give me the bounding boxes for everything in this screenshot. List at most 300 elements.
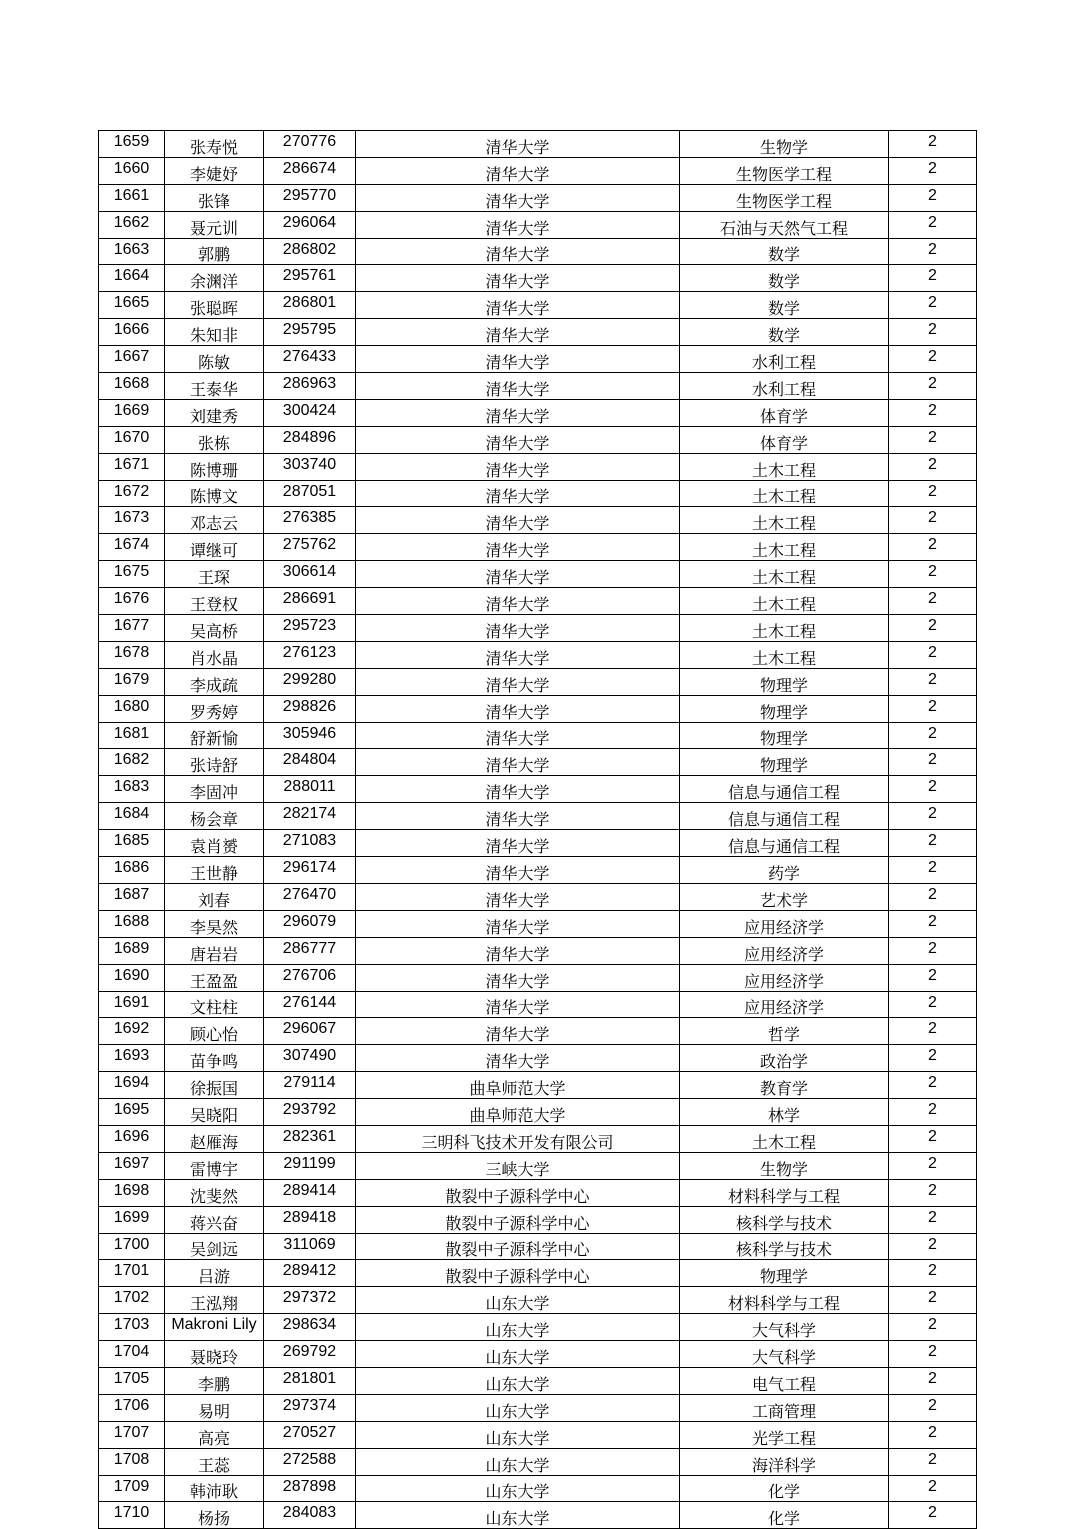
id-number-cell: 305946: [264, 722, 356, 749]
major-cell: 教育学: [680, 1072, 889, 1099]
table-row: [99, 480, 977, 507]
name-cell: 杨会章: [165, 803, 264, 830]
table-row: [99, 238, 977, 265]
batch-cell: 2: [889, 373, 977, 400]
table-row: [99, 857, 977, 884]
id-number-cell: 295723: [264, 615, 356, 642]
name-cell: 郭鹏: [165, 238, 264, 265]
major-cell: 大气科学: [680, 1341, 889, 1368]
institution-cell: 曲阜师范大学: [356, 1072, 680, 1099]
id-number-cell: 276433: [264, 346, 356, 373]
major-cell: 水利工程: [680, 373, 889, 400]
row-number-cell: 1707: [99, 1421, 165, 1448]
name-cell: Makroni Lily: [165, 1314, 264, 1341]
major-cell: 生物医学工程: [680, 184, 889, 211]
row-number-cell: 1693: [99, 1045, 165, 1072]
id-number-cell: 299280: [264, 668, 356, 695]
batch-cell: 2: [889, 453, 977, 480]
id-number-cell: 281801: [264, 1367, 356, 1394]
name-cell: 肖水晶: [165, 641, 264, 668]
row-number-cell: 1665: [99, 292, 165, 319]
major-cell: 物理学: [680, 668, 889, 695]
name-cell: 陈博珊: [165, 453, 264, 480]
name-cell: 王琛: [165, 561, 264, 588]
name-cell: 苗争鸣: [165, 1045, 264, 1072]
table-row: [99, 1018, 977, 1045]
name-cell: 张寿悦: [165, 131, 264, 158]
row-number-cell: 1679: [99, 668, 165, 695]
batch-cell: 2: [889, 1125, 977, 1152]
id-number-cell: 289418: [264, 1206, 356, 1233]
major-cell: 信息与通信工程: [680, 830, 889, 857]
batch-cell: 2: [889, 157, 977, 184]
id-number-cell: 282174: [264, 803, 356, 830]
batch-cell: 2: [889, 561, 977, 588]
id-number-cell: 295795: [264, 319, 356, 346]
major-cell: 物理学: [680, 1260, 889, 1287]
name-cell: 谭继可: [165, 534, 264, 561]
major-cell: 海洋科学: [680, 1448, 889, 1475]
id-number-cell: 296079: [264, 910, 356, 937]
batch-cell: 2: [889, 991, 977, 1018]
institution-cell: 清华大学: [356, 507, 680, 534]
batch-cell: 2: [889, 830, 977, 857]
institution-cell: 清华大学: [356, 857, 680, 884]
major-cell: 信息与通信工程: [680, 776, 889, 803]
table-row: [99, 1045, 977, 1072]
row-number-cell: 1703: [99, 1314, 165, 1341]
table-row: [99, 1314, 977, 1341]
id-number-cell: 282361: [264, 1125, 356, 1152]
table-row: [99, 373, 977, 400]
batch-cell: 2: [889, 964, 977, 991]
name-cell: 张诗舒: [165, 749, 264, 776]
id-number-cell: 276706: [264, 964, 356, 991]
table-row: [99, 1475, 977, 1502]
table-row: [99, 426, 977, 453]
institution-cell: 清华大学: [356, 426, 680, 453]
row-number-cell: 1673: [99, 507, 165, 534]
table-row: [99, 964, 977, 991]
table-row: [99, 157, 977, 184]
id-number-cell: 284896: [264, 426, 356, 453]
name-cell: 聂元训: [165, 211, 264, 238]
table-row: [99, 910, 977, 937]
name-cell: 王泓翔: [165, 1287, 264, 1314]
table-row: [99, 319, 977, 346]
table-row: [99, 803, 977, 830]
major-cell: 材料科学与工程: [680, 1287, 889, 1314]
major-cell: 土木工程: [680, 588, 889, 615]
institution-cell: 清华大学: [356, 883, 680, 910]
name-cell: 张聪晖: [165, 292, 264, 319]
major-cell: 应用经济学: [680, 991, 889, 1018]
institution-cell: 清华大学: [356, 561, 680, 588]
row-number-cell: 1680: [99, 695, 165, 722]
row-number-cell: 1690: [99, 964, 165, 991]
id-number-cell: 297372: [264, 1287, 356, 1314]
major-cell: 工商管理: [680, 1394, 889, 1421]
row-number-cell: 1686: [99, 857, 165, 884]
institution-cell: 清华大学: [356, 1045, 680, 1072]
table-row: [99, 1394, 977, 1421]
name-cell: 赵雁海: [165, 1125, 264, 1152]
table-row: [99, 615, 977, 642]
table-row: [99, 937, 977, 964]
row-number-cell: 1685: [99, 830, 165, 857]
major-cell: 数学: [680, 238, 889, 265]
row-number-cell: 1681: [99, 722, 165, 749]
batch-cell: 2: [889, 507, 977, 534]
id-number-cell: 270776: [264, 131, 356, 158]
institution-cell: 清华大学: [356, 749, 680, 776]
table-row: [99, 399, 977, 426]
table-row: [99, 1206, 977, 1233]
id-number-cell: 289414: [264, 1179, 356, 1206]
major-cell: 电气工程: [680, 1367, 889, 1394]
name-cell: 张栋: [165, 426, 264, 453]
major-cell: 材料科学与工程: [680, 1179, 889, 1206]
batch-cell: 2: [889, 937, 977, 964]
name-cell: 杨扬: [165, 1502, 264, 1529]
row-number-cell: 1709: [99, 1475, 165, 1502]
table-row: [99, 722, 977, 749]
id-number-cell: 306614: [264, 561, 356, 588]
table-row: [99, 1502, 977, 1529]
institution-cell: 散裂中子源科学中心: [356, 1206, 680, 1233]
name-cell: 高亮: [165, 1421, 264, 1448]
row-number-cell: 1675: [99, 561, 165, 588]
name-cell: 吴高桥: [165, 615, 264, 642]
institution-cell: 清华大学: [356, 910, 680, 937]
row-number-cell: 1661: [99, 184, 165, 211]
major-cell: 生物学: [680, 131, 889, 158]
row-number-cell: 1700: [99, 1233, 165, 1260]
id-number-cell: 286802: [264, 238, 356, 265]
institution-cell: 山东大学: [356, 1367, 680, 1394]
institution-cell: 清华大学: [356, 615, 680, 642]
major-cell: 体育学: [680, 426, 889, 453]
id-number-cell: 297374: [264, 1394, 356, 1421]
id-number-cell: 287051: [264, 480, 356, 507]
name-cell: 袁肖赟: [165, 830, 264, 857]
row-number-cell: 1659: [99, 131, 165, 158]
table-row: [99, 1125, 977, 1152]
major-cell: 物理学: [680, 722, 889, 749]
id-number-cell: 311069: [264, 1233, 356, 1260]
institution-cell: 清华大学: [356, 776, 680, 803]
id-number-cell: 289412: [264, 1260, 356, 1287]
institution-cell: 清华大学: [356, 668, 680, 695]
row-number-cell: 1669: [99, 399, 165, 426]
institution-cell: 清华大学: [356, 588, 680, 615]
name-cell: 余渊洋: [165, 265, 264, 292]
institution-cell: 清华大学: [356, 722, 680, 749]
batch-cell: 2: [889, 1367, 977, 1394]
table-row: [99, 211, 977, 238]
id-number-cell: 298826: [264, 695, 356, 722]
institution-cell: 山东大学: [356, 1421, 680, 1448]
batch-cell: 2: [889, 319, 977, 346]
name-cell: 刘春: [165, 883, 264, 910]
row-number-cell: 1662: [99, 211, 165, 238]
major-cell: 林学: [680, 1099, 889, 1126]
major-cell: 数学: [680, 265, 889, 292]
name-cell: 王蕊: [165, 1448, 264, 1475]
institution-cell: 曲阜师范大学: [356, 1099, 680, 1126]
name-cell: 顾心怡: [165, 1018, 264, 1045]
id-number-cell: 284083: [264, 1502, 356, 1529]
id-number-cell: 295761: [264, 265, 356, 292]
name-cell: 刘建秀: [165, 399, 264, 426]
batch-cell: 2: [889, 615, 977, 642]
name-cell: 罗秀婷: [165, 695, 264, 722]
institution-cell: 清华大学: [356, 803, 680, 830]
major-cell: 土木工程: [680, 480, 889, 507]
name-cell: 李婕妤: [165, 157, 264, 184]
institution-cell: 散裂中子源科学中心: [356, 1260, 680, 1287]
row-number-cell: 1687: [99, 883, 165, 910]
institution-cell: 清华大学: [356, 211, 680, 238]
name-cell: 聂晓玲: [165, 1341, 264, 1368]
row-number-cell: 1691: [99, 991, 165, 1018]
row-number-cell: 1696: [99, 1125, 165, 1152]
table-row: [99, 588, 977, 615]
row-number-cell: 1699: [99, 1206, 165, 1233]
row-number-cell: 1704: [99, 1341, 165, 1368]
major-cell: 数学: [680, 292, 889, 319]
major-cell: 土木工程: [680, 615, 889, 642]
name-cell: 唐岩岩: [165, 937, 264, 964]
major-cell: 土木工程: [680, 534, 889, 561]
id-number-cell: 275762: [264, 534, 356, 561]
major-cell: 艺术学: [680, 883, 889, 910]
name-cell: 沈斐然: [165, 1179, 264, 1206]
batch-cell: 2: [889, 1314, 977, 1341]
institution-cell: 清华大学: [356, 399, 680, 426]
row-number-cell: 1668: [99, 373, 165, 400]
table-row: [99, 1448, 977, 1475]
roster-table-body: [99, 131, 977, 1529]
batch-cell: 2: [889, 1502, 977, 1529]
institution-cell: 清华大学: [356, 641, 680, 668]
row-number-cell: 1674: [99, 534, 165, 561]
name-cell: 王世静: [165, 857, 264, 884]
name-cell: 朱知非: [165, 319, 264, 346]
table-row: [99, 1260, 977, 1287]
row-number-cell: 1667: [99, 346, 165, 373]
table-row: [99, 668, 977, 695]
major-cell: 数学: [680, 319, 889, 346]
batch-cell: 2: [889, 1179, 977, 1206]
batch-cell: 2: [889, 1099, 977, 1126]
batch-cell: 2: [889, 668, 977, 695]
batch-cell: 2: [889, 910, 977, 937]
institution-cell: 清华大学: [356, 964, 680, 991]
institution-cell: 散裂中子源科学中心: [356, 1233, 680, 1260]
institution-cell: 山东大学: [356, 1502, 680, 1529]
institution-cell: 清华大学: [356, 238, 680, 265]
name-cell: 蒋兴奋: [165, 1206, 264, 1233]
institution-cell: 清华大学: [356, 131, 680, 158]
table-row: [99, 346, 977, 373]
name-cell: 吴剑远: [165, 1233, 264, 1260]
batch-cell: 2: [889, 292, 977, 319]
table-row: [99, 776, 977, 803]
institution-cell: 清华大学: [356, 480, 680, 507]
batch-cell: 2: [889, 1287, 977, 1314]
batch-cell: 2: [889, 749, 977, 776]
row-number-cell: 1698: [99, 1179, 165, 1206]
institution-cell: 山东大学: [356, 1448, 680, 1475]
batch-cell: 2: [889, 641, 977, 668]
batch-cell: 2: [889, 1072, 977, 1099]
id-number-cell: 307490: [264, 1045, 356, 1072]
name-cell: 易明: [165, 1394, 264, 1421]
table-row: [99, 561, 977, 588]
batch-cell: 2: [889, 211, 977, 238]
institution-cell: 山东大学: [356, 1341, 680, 1368]
id-number-cell: 276123: [264, 641, 356, 668]
name-cell: 李固冲: [165, 776, 264, 803]
row-number-cell: 1676: [99, 588, 165, 615]
batch-cell: 2: [889, 1341, 977, 1368]
id-number-cell: 286777: [264, 937, 356, 964]
id-number-cell: 296064: [264, 211, 356, 238]
institution-cell: 清华大学: [356, 937, 680, 964]
table-row: [99, 1072, 977, 1099]
row-number-cell: 1695: [99, 1099, 165, 1126]
batch-cell: 2: [889, 1045, 977, 1072]
name-cell: 雷博宇: [165, 1152, 264, 1179]
table-row: [99, 1179, 977, 1206]
batch-cell: 2: [889, 534, 977, 561]
name-cell: 文柱柱: [165, 991, 264, 1018]
batch-cell: 2: [889, 1018, 977, 1045]
major-cell: 石油与天然气工程: [680, 211, 889, 238]
batch-cell: 2: [889, 803, 977, 830]
institution-cell: 三峡大学: [356, 1152, 680, 1179]
row-number-cell: 1670: [99, 426, 165, 453]
table-row: [99, 1287, 977, 1314]
row-number-cell: 1701: [99, 1260, 165, 1287]
row-number-cell: 1692: [99, 1018, 165, 1045]
table-row: [99, 184, 977, 211]
major-cell: 土木工程: [680, 561, 889, 588]
id-number-cell: 286674: [264, 157, 356, 184]
name-cell: 徐振国: [165, 1072, 264, 1099]
major-cell: 土木工程: [680, 641, 889, 668]
institution-cell: 清华大学: [356, 534, 680, 561]
row-number-cell: 1682: [99, 749, 165, 776]
row-number-cell: 1694: [99, 1072, 165, 1099]
major-cell: 土木工程: [680, 453, 889, 480]
institution-cell: 清华大学: [356, 157, 680, 184]
row-number-cell: 1666: [99, 319, 165, 346]
batch-cell: 2: [889, 1206, 977, 1233]
row-number-cell: 1706: [99, 1394, 165, 1421]
table-row: [99, 1152, 977, 1179]
id-number-cell: 295770: [264, 184, 356, 211]
row-number-cell: 1702: [99, 1287, 165, 1314]
table-row: [99, 1341, 977, 1368]
batch-cell: 2: [889, 857, 977, 884]
name-cell: 李昊然: [165, 910, 264, 937]
major-cell: 核科学与技术: [680, 1233, 889, 1260]
batch-cell: 2: [889, 184, 977, 211]
row-number-cell: 1697: [99, 1152, 165, 1179]
name-cell: 吴晓阳: [165, 1099, 264, 1126]
institution-cell: 清华大学: [356, 346, 680, 373]
id-number-cell: 279114: [264, 1072, 356, 1099]
institution-cell: 清华大学: [356, 1018, 680, 1045]
row-number-cell: 1660: [99, 157, 165, 184]
institution-cell: 山东大学: [356, 1475, 680, 1502]
institution-cell: 清华大学: [356, 695, 680, 722]
major-cell: 生物医学工程: [680, 157, 889, 184]
major-cell: 土木工程: [680, 1125, 889, 1152]
batch-cell: 2: [889, 238, 977, 265]
name-cell: 陈敏: [165, 346, 264, 373]
major-cell: 光学工程: [680, 1421, 889, 1448]
table-row: [99, 1367, 977, 1394]
major-cell: 物理学: [680, 695, 889, 722]
table-row: [99, 507, 977, 534]
batch-cell: 2: [889, 1233, 977, 1260]
id-number-cell: 303740: [264, 453, 356, 480]
id-number-cell: 286691: [264, 588, 356, 615]
name-cell: 邓志云: [165, 507, 264, 534]
table-row: [99, 830, 977, 857]
table-row: [99, 1233, 977, 1260]
institution-cell: 山东大学: [356, 1287, 680, 1314]
batch-cell: 2: [889, 346, 977, 373]
major-cell: 应用经济学: [680, 964, 889, 991]
institution-cell: 清华大学: [356, 319, 680, 346]
major-cell: 药学: [680, 857, 889, 884]
id-number-cell: 269792: [264, 1341, 356, 1368]
institution-cell: 三明科飞技术开发有限公司: [356, 1125, 680, 1152]
institution-cell: 山东大学: [356, 1394, 680, 1421]
name-cell: 吕游: [165, 1260, 264, 1287]
id-number-cell: 286801: [264, 292, 356, 319]
id-number-cell: 298634: [264, 1314, 356, 1341]
batch-cell: 2: [889, 1421, 977, 1448]
id-number-cell: 271083: [264, 830, 356, 857]
id-number-cell: 288011: [264, 776, 356, 803]
table-row: [99, 749, 977, 776]
batch-cell: 2: [889, 1448, 977, 1475]
table-row: [99, 695, 977, 722]
major-cell: 应用经济学: [680, 910, 889, 937]
institution-cell: 清华大学: [356, 184, 680, 211]
major-cell: 哲学: [680, 1018, 889, 1045]
major-cell: 信息与通信工程: [680, 803, 889, 830]
batch-cell: 2: [889, 1475, 977, 1502]
institution-cell: 散裂中子源科学中心: [356, 1179, 680, 1206]
table-row: [99, 265, 977, 292]
name-cell: 李成疏: [165, 668, 264, 695]
id-number-cell: 300424: [264, 399, 356, 426]
institution-cell: 清华大学: [356, 265, 680, 292]
table-row: [99, 534, 977, 561]
major-cell: 化学: [680, 1502, 889, 1529]
id-number-cell: 276385: [264, 507, 356, 534]
table-row: [99, 1421, 977, 1448]
institution-cell: 清华大学: [356, 991, 680, 1018]
table-row: [99, 292, 977, 319]
roster-table: [98, 130, 977, 1529]
